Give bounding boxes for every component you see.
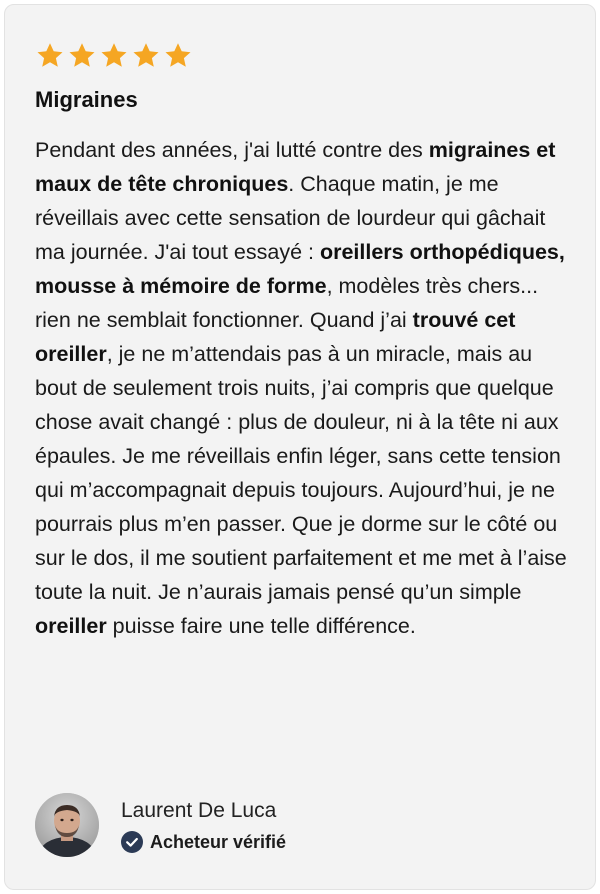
reviewer-info	[121, 797, 286, 853]
star-icon	[35, 41, 65, 71]
reviewer-name: Laurent De Luca	[121, 799, 277, 822]
review-highlight: migraines et maux de tête chroniques	[35, 138, 556, 196]
reviewer	[35, 793, 286, 857]
avatar	[35, 793, 99, 857]
star-icon	[67, 41, 97, 71]
review-text: puisse faire une telle différence.	[106, 614, 416, 638]
review-body	[35, 133, 575, 643]
review-title: Migraines	[35, 87, 138, 112]
review-highlight: oreiller	[35, 614, 107, 638]
star-icon	[99, 41, 129, 71]
review-text: , je ne m’attendais pas à un miracle, mais au bout de seulement trois nuits, j’ai compris que quelque chose avait changé : plus de douleur, ni à la tête ni aux épaules. Je me réveillais enfin léger, sans cette tension qui m’accompagnait depuis toujours. Aujourd’hui, je ne pourrais plus m’en passer. Que je dorme sur le côté ou sur le dos, il me soutient parfaitement et me met à l’aise toute la nuit. Je n’aurais jamais pensé qu’un simple	[35, 342, 567, 604]
star-rating	[35, 41, 193, 71]
avatar-photo-icon	[35, 793, 99, 857]
verified-buyer-badge	[121, 831, 286, 853]
review-highlight: oreillers orthopédiques, mousse à mémoire de forme	[35, 240, 565, 298]
review-card	[4, 4, 596, 890]
star-icon	[131, 41, 161, 71]
verified-check-icon	[121, 831, 143, 853]
review-highlight: trouvé cet oreiller	[35, 308, 516, 366]
review-text: . Chaque matin, je me réveillais avec cette sensation de lourdeur qui gâchait ma journée. J'ai tout essayé :	[35, 172, 546, 264]
verified-label: Acheteur vérifié	[150, 832, 287, 852]
review-text: Pendant des années, j'ai lutté contre des	[35, 138, 429, 162]
review-text: , modèles très chers... rien ne semblait fonctionner. Quand j’ai	[35, 274, 539, 332]
star-icon	[163, 41, 193, 71]
